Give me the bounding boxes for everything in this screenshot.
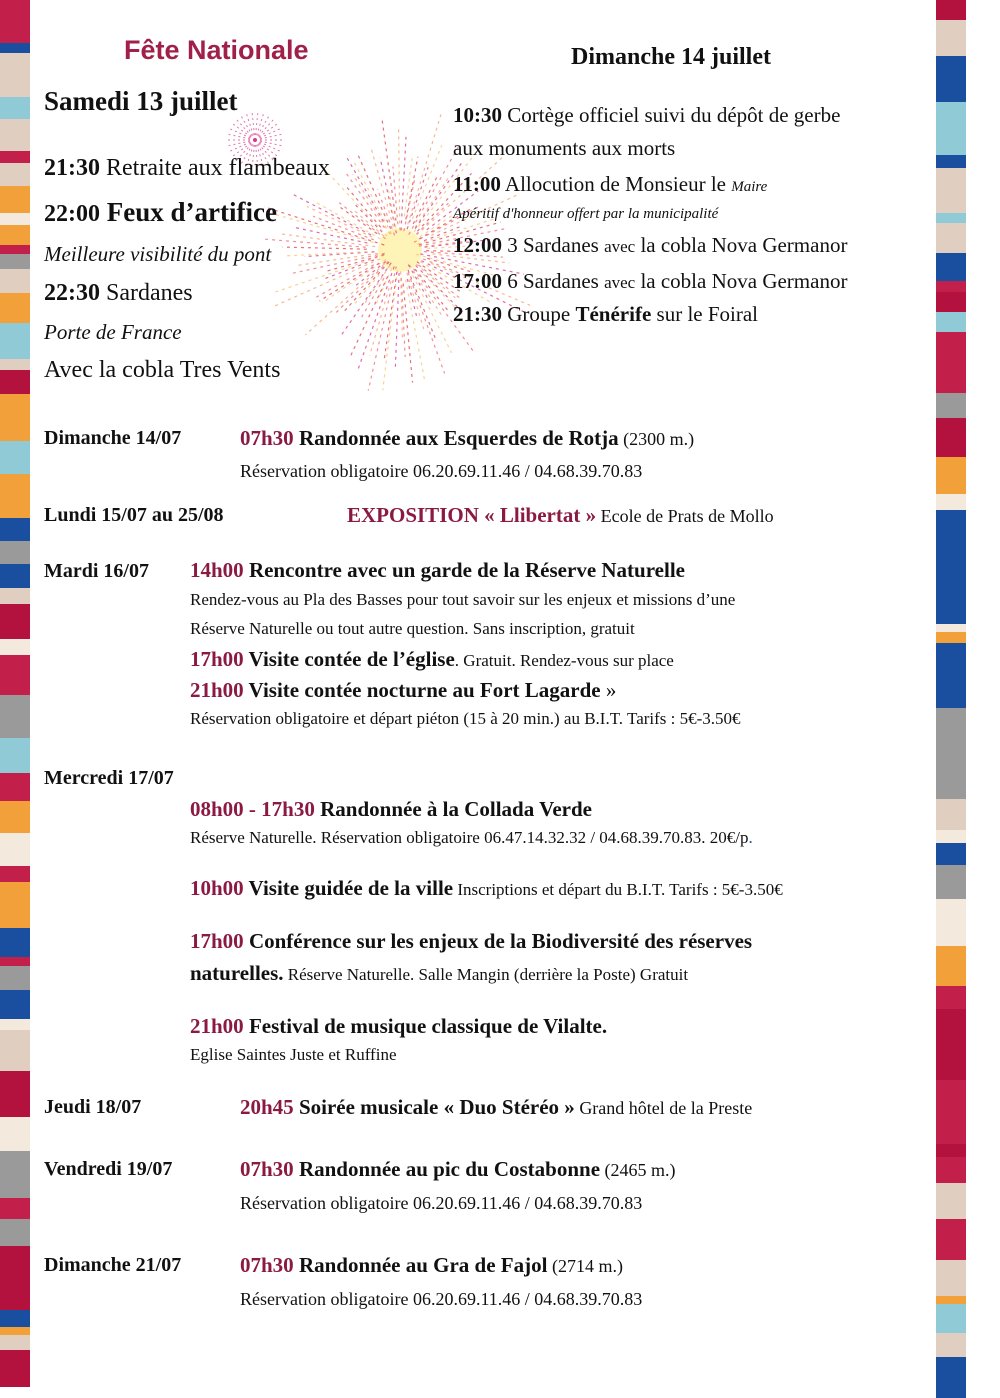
- stripe-band: [936, 292, 966, 312]
- stripe-band: [0, 53, 30, 97]
- samedi-item-sardanes: [44, 280, 193, 307]
- stripe-band: [936, 418, 966, 457]
- stripe-band: [936, 56, 966, 102]
- time: 07h30: [240, 1157, 294, 1181]
- label-small: avec: [604, 273, 636, 292]
- firework-ray: [305, 264, 384, 335]
- label: Randonnée à la Collada Verde: [314, 797, 592, 821]
- label: Conférence sur les enjeux de la Biodiversité des réserves: [243, 929, 753, 953]
- firework-ray: [406, 280, 425, 381]
- extra: Inscriptions et départ du B.I.T. Tarifs : 5€-3.50€: [453, 880, 783, 899]
- stripe-band: [0, 186, 30, 213]
- stripe-band: [0, 1151, 30, 1183]
- time: 22:30: [44, 280, 100, 306]
- event-mar16-a-note2: Réserve Naturelle ou tout autre question. Sans inscription, gratuit: [190, 619, 635, 638]
- label: Réserve Naturelle. Réservation obligatoire 06.47.14.32.32 / 04.68.39.70.83. 20€/p: [190, 828, 749, 847]
- stripe-band: [936, 1054, 966, 1080]
- stripe-band: [936, 178, 966, 213]
- stripe-band: [0, 1210, 30, 1219]
- stripe-band: [936, 799, 966, 830]
- stripe-band: [936, 865, 966, 899]
- firework-ray: [401, 137, 406, 231]
- firework-ray: [408, 265, 431, 306]
- stripe-band: [936, 668, 966, 708]
- firework-ray: [399, 128, 400, 231]
- firework-ray: [265, 239, 366, 247]
- time: 21h00: [190, 678, 244, 702]
- firework-ray: [382, 119, 396, 221]
- stripe-band: [936, 0, 966, 20]
- stripe-band: [0, 564, 30, 588]
- firework-ray: [255, 118, 275, 140]
- stripe-band: [0, 97, 30, 119]
- samedi-item-retraite: [44, 155, 330, 182]
- stripe-band: [936, 946, 966, 986]
- stripe-band: [0, 1310, 30, 1327]
- label: Sardanes: [100, 280, 193, 306]
- stripe-band: [0, 254, 30, 269]
- stripe-band: [936, 1260, 966, 1296]
- event-lun15-title: [347, 503, 774, 528]
- dimanche-aperitif-note: Apéritif d'honneur offert par la municipalité: [453, 206, 719, 222]
- stripe-band: [0, 0, 30, 43]
- event-day-lun15: Lundi 15/07 au 25/08: [44, 504, 224, 526]
- event-mar16-c-title: [190, 678, 616, 703]
- stripe-band: [0, 151, 30, 163]
- firework-ray: [235, 118, 255, 140]
- stripe-band: [0, 1285, 30, 1310]
- stripe-band: [936, 312, 966, 332]
- samedi-sardanes-place: Porte de France: [44, 320, 182, 344]
- label: Randonnée au pic du Costabonne: [293, 1157, 601, 1181]
- label: la cobla Nova Germanor: [635, 233, 848, 257]
- event-day-jeu18: Jeudi 18/07: [44, 1096, 142, 1118]
- stripe-band: [0, 866, 30, 882]
- label-small: avec: [604, 237, 636, 256]
- firework-ray: [361, 278, 384, 319]
- firework-ray: [314, 265, 373, 299]
- firework-ray: [384, 272, 396, 359]
- time: 07h30: [240, 1253, 294, 1277]
- time: 21:30: [453, 302, 502, 326]
- label: Retraite aux flambeaux: [100, 155, 330, 181]
- stripe-band: [936, 843, 966, 865]
- stripe-band: [936, 632, 966, 643]
- stripe-band: [936, 20, 966, 56]
- label: 3 Sardanes: [502, 233, 605, 257]
- time: 12:00: [453, 233, 502, 257]
- event-dim21-title: [240, 1253, 623, 1278]
- stripe-band: [936, 534, 966, 581]
- event-mar16-a-title: [190, 558, 685, 583]
- event-day-mar16: Mardi 16/07: [44, 560, 149, 582]
- stripe-band: [0, 1350, 30, 1387]
- firework-ray: [282, 247, 366, 249]
- dot: .: [748, 828, 753, 847]
- samedi-heading: Samedi 13 juillet: [44, 86, 238, 116]
- label: Festival de musique classique de Vilalte.: [243, 1014, 608, 1038]
- stripe-band: [0, 957, 30, 966]
- firework-ray: [358, 155, 390, 228]
- stripe-band: [936, 830, 966, 843]
- stripe-band: [936, 1183, 966, 1219]
- stripe-band: [936, 1009, 966, 1054]
- event-ven19-title: [240, 1157, 676, 1182]
- label: la cobla Nova Germanor: [635, 269, 848, 293]
- stripe-band: [0, 441, 30, 474]
- stripe-band: [0, 990, 30, 1019]
- stripe-band: [936, 1144, 966, 1157]
- stripe-band: [0, 293, 30, 323]
- firework-ray: [313, 216, 374, 240]
- time: 08h00 - 17h30: [190, 797, 315, 821]
- firework-ray: [393, 167, 398, 225]
- firework-ray: [291, 253, 384, 273]
- stripe-band: [936, 1333, 966, 1357]
- stripe-band: [936, 1080, 966, 1091]
- stripe-band: [936, 332, 966, 362]
- stripe-band: [0, 882, 30, 928]
- stripe-band: [936, 213, 966, 223]
- time: 17h00: [190, 929, 244, 953]
- event-mar16-a-note1: Rendez-vous au Pla des Basses pour tout savoir sur les enjeux et missions d’une: [190, 590, 736, 609]
- stripe-band: [936, 281, 966, 292]
- stripe-band: [936, 168, 966, 178]
- event-dim14-title: [240, 426, 694, 451]
- stripe-band: [936, 624, 966, 632]
- event-mer17-a-note: [190, 828, 753, 848]
- label: Randonnée au Gra de Fajol: [293, 1253, 548, 1277]
- extra: Réserve Naturelle. Salle Mangin (derrière la Poste) Gratuit: [283, 965, 689, 984]
- stripe-band: [936, 393, 966, 418]
- time: 17h00: [190, 647, 244, 671]
- firework-ray: [255, 128, 282, 140]
- firework-ray: [383, 270, 398, 390]
- firework-ray: [292, 194, 371, 235]
- time: 22:00: [44, 201, 100, 227]
- stripe-band: [0, 213, 30, 225]
- firework-ray: [353, 160, 391, 234]
- firework-ray: [255, 122, 279, 140]
- firework-ray: [412, 145, 441, 219]
- samedi-item-feux: [44, 197, 277, 228]
- stripe-band: [936, 223, 966, 253]
- extra: (2465 m.): [600, 1160, 676, 1180]
- label: Cortège officiel suivi du dépôt de gerbe: [502, 103, 841, 127]
- stripe-band: [0, 474, 30, 518]
- dimanche-item-tenerife: [453, 302, 758, 327]
- stripe-band: [0, 588, 30, 604]
- event-jeu18-title: [240, 1095, 752, 1120]
- dimanche-heading: Dimanche 14 juillet: [571, 44, 771, 70]
- firework-ray: [408, 114, 441, 224]
- firework-ray: [231, 122, 255, 140]
- label: Visite contée de l’église: [243, 647, 455, 671]
- event-mer17-a-title: [190, 797, 592, 822]
- event-day-mer17: Mercredi 17/07: [44, 767, 174, 789]
- stripe-band: [0, 738, 30, 773]
- firework-ray: [370, 281, 391, 355]
- stripe-band: [0, 819, 30, 833]
- firework-ray: [403, 283, 412, 382]
- stripe-band: [0, 1183, 30, 1198]
- label: Randonnée aux Esquerdes de Rotja: [293, 426, 619, 450]
- stripe-band: [936, 708, 966, 749]
- stripe-band: [936, 102, 966, 126]
- time: 07h30: [240, 426, 294, 450]
- event-ven19-note: Réservation obligatoire 06.20.69.11.46 / 04.68.39.70.83: [240, 1193, 643, 1213]
- dimanche-item-cortege-line2: aux monuments aux morts: [453, 136, 676, 160]
- event-mer17-c-title: [190, 929, 752, 954]
- firework-ray: [321, 165, 387, 236]
- firework-ray: [255, 114, 270, 140]
- label: naturelles.: [190, 961, 284, 985]
- stripe-band: [0, 1071, 30, 1117]
- firework-ray: [322, 259, 386, 303]
- stripe-band: [936, 643, 966, 668]
- stripe-band: [0, 639, 30, 655]
- dimanche-item-sardanes-12: [453, 233, 847, 258]
- event-mer17-c-title2: [190, 961, 688, 986]
- stripe-band: [0, 695, 30, 738]
- label: Rencontre avec un garde de la Réserve Naturelle: [243, 558, 685, 582]
- stripe-band: [936, 899, 966, 946]
- label: Groupe: [502, 302, 576, 326]
- time: 20h45: [240, 1095, 294, 1119]
- event-mer17-b-title: [190, 876, 783, 901]
- extra: Grand hôtel de la Preste: [574, 1098, 753, 1118]
- stripe-band: [0, 119, 30, 151]
- stripe-band: [936, 1157, 966, 1183]
- stripe-band: [936, 986, 966, 1009]
- stripe-band: [936, 1296, 966, 1304]
- fete-nationale-title: Fête Nationale: [124, 35, 309, 65]
- stripe-band: [0, 1219, 30, 1246]
- time: 17:00: [453, 269, 502, 293]
- time: 11:00: [453, 172, 501, 196]
- label: Visite guidée de la ville: [243, 876, 454, 900]
- label: EXPOSITION « Llibertat »: [347, 503, 597, 527]
- stripe-band: [936, 1304, 966, 1333]
- stripe-band: [0, 1019, 30, 1030]
- stripe-band: [0, 1030, 30, 1071]
- stripe-band: [0, 541, 30, 564]
- event-day-dim14: Dimanche 14/07: [44, 427, 182, 449]
- stripe-band: [0, 518, 30, 541]
- firework-ray: [407, 279, 417, 319]
- stripe-band: [0, 323, 30, 359]
- firework-ray: [228, 140, 255, 152]
- dimanche-item-allocution: [453, 172, 767, 197]
- stripe-band: [0, 833, 30, 866]
- stripe-band: [0, 43, 30, 53]
- stripe-band: [936, 1091, 966, 1111]
- label-small: Maire: [731, 179, 768, 195]
- stripe-band: [0, 245, 30, 254]
- stripe-band: [936, 759, 966, 799]
- left-decorative-stripe: [0, 0, 30, 1379]
- label: Allocution de Monsieur le: [500, 172, 732, 196]
- stripe-band: [0, 394, 30, 441]
- stripe-band: [936, 362, 966, 393]
- event-dim14-note: Réservation obligatoire 06.20.69.11.46 / 04.68.39.70.83: [240, 461, 643, 481]
- stripe-band: [936, 749, 966, 759]
- event-mar16-b-title: [190, 647, 674, 672]
- dimanche-item-cortege: [453, 103, 840, 128]
- time: 14h00: [190, 558, 244, 582]
- extra: (2300 m.): [618, 429, 695, 449]
- label-bold: Ténérife: [575, 302, 652, 326]
- stripe-band: [936, 510, 966, 522]
- stripe-band: [936, 126, 966, 155]
- dimanche-item-sardanes-17: [453, 269, 847, 294]
- extra: (2714 m.): [547, 1256, 623, 1276]
- stripe-band: [936, 1357, 966, 1398]
- stripe-band: [936, 1111, 966, 1144]
- firework-core: [378, 228, 422, 272]
- stripe-band: [936, 1219, 966, 1260]
- event-mar16-c-note: Réservation obligatoire et départ piéton (15 à 20 min.) au B.I.T. Tarifs : 5€-3.50€: [190, 709, 741, 728]
- stripe-band: [936, 581, 966, 624]
- stripe-band: [0, 1335, 30, 1350]
- stripe-band: [936, 494, 966, 510]
- stripe-band: [0, 928, 30, 957]
- time: 10h00: [190, 876, 244, 900]
- stripe-band: [0, 359, 30, 370]
- stripe-band: [0, 655, 30, 695]
- extra: . Gratuit. Rendez-vous sur place: [454, 651, 674, 670]
- firework-ray: [228, 128, 255, 140]
- stripe-band: [936, 457, 966, 494]
- label: Soirée musicale « Duo Stéréo »: [293, 1095, 575, 1119]
- stripe-band: [0, 966, 30, 990]
- label: 6 Sardanes: [502, 269, 605, 293]
- label: Visite contée nocturne au Fort Lagarde: [243, 678, 601, 702]
- extra: Ecole de Prats de Mollo: [596, 506, 774, 526]
- stripe-band: [0, 773, 30, 801]
- time: 21h00: [190, 1014, 244, 1038]
- event-day-dim21: Dimanche 21/07: [44, 1254, 182, 1276]
- samedi-sardanes-cobla: Avec la cobla Tres Vents: [44, 357, 281, 383]
- stripe-band: [936, 155, 966, 168]
- event-dim21-note: Réservation obligatoire 06.20.69.11.46 / 04.68.39.70.83: [240, 1289, 643, 1309]
- firework-ray: [240, 114, 255, 140]
- event-mer17-d-title: [190, 1014, 607, 1039]
- stripe-band: [0, 225, 30, 245]
- stripe-band: [0, 801, 30, 819]
- firework-ray: [401, 278, 405, 357]
- stripe-band: [0, 370, 30, 394]
- stripe-band: [0, 1117, 30, 1151]
- stripe-band: [0, 1246, 30, 1285]
- stripe-band: [0, 163, 30, 186]
- stripe-band: [0, 269, 30, 293]
- firework-ray: [304, 252, 374, 257]
- event-day-ven19: Vendredi 19/07: [44, 1158, 173, 1180]
- stripe-band: [0, 1198, 30, 1210]
- time: 21:30: [44, 155, 100, 181]
- stripe-band: [936, 253, 966, 281]
- stripe-band: [936, 522, 966, 534]
- label: sur le Foiral: [651, 302, 759, 326]
- stripe-band: [0, 604, 30, 639]
- label: Feux d’artifice: [100, 197, 277, 227]
- firework-ray: [350, 276, 388, 358]
- right-decorative-stripe: [936, 0, 966, 1379]
- firework-ray: [255, 140, 282, 152]
- event-mer17-d-note: Eglise Saintes Juste et Ruffine: [190, 1045, 397, 1064]
- time: 10:30: [453, 103, 502, 127]
- samedi-feux-note: Meilleure visibilité du pont: [44, 242, 272, 266]
- firework-ray: [395, 273, 399, 368]
- extra: »: [600, 678, 617, 702]
- stripe-band: [0, 1327, 30, 1335]
- firework-ray: [358, 267, 394, 371]
